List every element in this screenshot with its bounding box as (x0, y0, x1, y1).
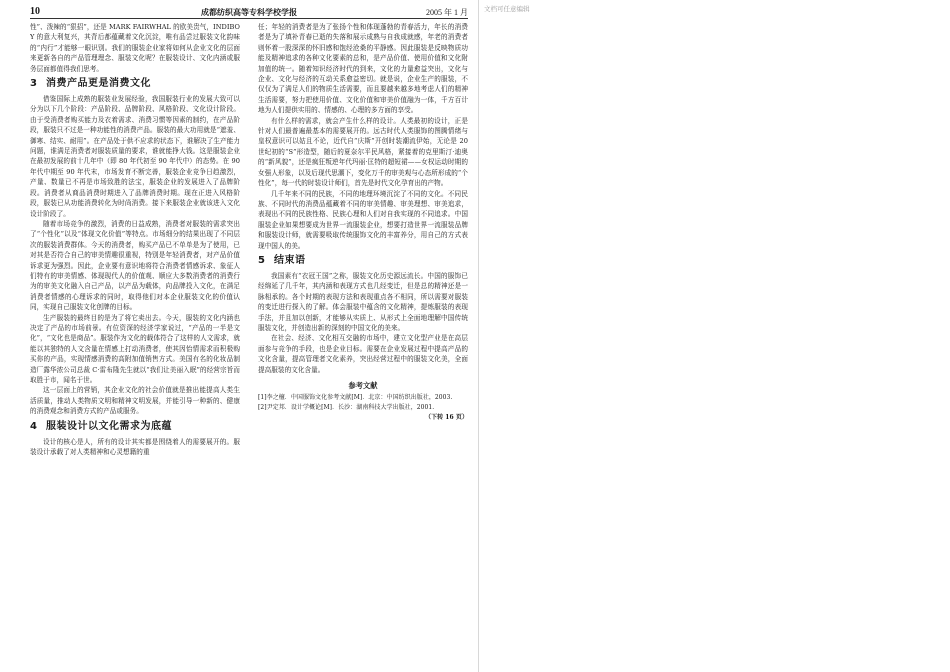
paragraph: 我国素有“衣冠王国”之称，服装文化历史源远流长。中国的服饰已经绵延了几千年，其内涵和表现方式也几经变迁，但是总的精神还是一脉相承的。各个时期的表现方法和表现重点各不相同，所以需要对服装的变迁进行探入的了解。体会服装中蕴含的文化精神，提炼服装的表现手法，并且加以创新，才能够从实质上、从形式上全面地理解中国传统服装文化，并创造出新的深刻的中国文化的美来。 (258, 271, 468, 332)
paragraph: 在社会、经济、文化相互交融的市场中，建立文化型产业是在高层面参与竞争的手段，也是企业目标。需要在企业发展过程中提高产品的文化含量，提高管理者文化素养，突出经营过程中的服装文化美，全面提高服装的文化含量。 (258, 334, 468, 374)
section-heading-3 (30, 77, 240, 91)
issue-date: 2005 年 1 月 (426, 8, 468, 17)
paragraph: 随着市场竞争的激烈，消费的日益成熟，消费者对服装的需求突出了“个性化”以及“体现文化价值”等特点。市场细分的结果出现了不同层次的服装消费群体。今天的消费者，购买产品已不单单是为了使用，已对其是否符合自己的审美情趣很重视，特别是年轻消费者，对产品价值诉求更为强烈。因此，企业要有意识地将符合消费者情感诉求、象征人们特有的审美情感、体现现代人的价值观、顺应大多数消费者的消费行为的审美文化融入自己产品，以产品为载体，向品牌投入文化，在满足消费者情感的心理诉求的同时，取得他们对本企业服装文化的价值认同，实现自己服装文化创牌的目标。 (30, 219, 240, 312)
section-number: 4 (30, 420, 38, 432)
paragraph: 生产服装的最终目的是为了将它卖出去。今天，服装的文化内涵也决定了产品的市场前景。有位资深的经济学家说过，“产品的一半是文化”，“文化也是商品”。服装作为文化的载体符合了这样的人文需求，就能以其独特的人文含量在情感上打动消费者，使其因怡情需求而积极购买你的产品，实现情感消费的高附加值销售方式。美国有名的化妆品制造厂露华浓公司总裁 C·雷布隆先生就以“我们让美丽入眠”的经营宗旨而取胜于市，闻名于世。 (30, 313, 240, 384)
reference-item: [2]尹定邦．设计学概论[M]．长沙：湖南科技大学出版社，2001. (258, 404, 435, 412)
page-number: 10 (30, 6, 40, 17)
section-title: 服装设计以文化需求为底蕴 (46, 420, 172, 432)
continued-note: （下转 16 页） (425, 414, 468, 422)
paragraph: 借鉴国际上成熟的服装业发展经验，我国服装行业的发展大致可以分为以下几个阶段：产品阶段、品牌阶段、风格阶段、文化设计阶段。由于受消费者购买能力及衣着需求、消费习惯等因素的制约，在产品阶段，服装只不过是一种功能性的消费产品。服装的最大功用就是“遮羞、御寒、结实、耐用”。在产品处于供不应求的状态下，谁解决了生产能力问题，谁满足消费者对服装质量的要求，谁就能挣大钱。这是服装企业在最初发展的前十几年中（即 80 年代初至 90 年代中）的态势。在 90 年代中期至 90 年代末，市场发育不断完善，服装企业竞争日趋激烈，产量、数量已不再是市场致胜的法宝，服装企业的发展进入了品牌阶段。消费者从商品消费时期进入了品牌消费时期。现在正进入风格阶段，服装已从功能消费转化为时尚消费。接下来服装企业就该进入文化设计阶段了。 (30, 95, 240, 218)
references-list (258, 393, 468, 412)
journal-title: 成都纺织高等专科学校学报 (201, 8, 297, 17)
paragraph: 性”、泼辣的“狠招”，还是 MARK FAIRWHAL 的欧美贵气，INDIBOY 的意大利复兴，其背后都蕴藏着文化沉淀，唯有品尝过服装文化韵味的“内行”才能够一眼识别。我们的服装企业家将如何从企业文化的层面来更新各自的产品管理理念、服装文化呢？在服装设计、文化内涵或服务层面都值得我们思考。 (30, 23, 240, 73)
section-heading-4 (30, 420, 240, 434)
watermark-note: 文档可任意编辑 (484, 5, 530, 13)
section-number: 3 (30, 78, 38, 90)
section-heading-5 (258, 254, 468, 268)
running-header (30, 4, 468, 19)
paragraph: 这一层面上的营销，其企业文化的社会价值就是推出能提高人类生活质量，推动人类物质文明和精神文明发展，并能引导一种新的、健康的消费观念和消费方式的产品或服务。 (30, 386, 240, 416)
references-title: 参考文献 (348, 381, 378, 390)
paragraph: 任；年轻的消费者是为了张扬个性和体现蓬勃的青春活力，年长的消费者是为了填补青春已逝的失落和展示成熟与自我成就感，年老的消费者则怀着一股深深的怀旧感和饱经沧桑的平静感。因此服装是反映物质功能及精神追求的各种文化要素的总和，是产品价值、使用价值和文化附加值的统一。随着知识经济时代的到来，文化的力量愈益突出，文化与企业、文化与经济的互动关系愈益密切。就是说，企业生产的服装，不仅仅为了满足人们的物质生活需要，而且要越来越多地考虑人们的精神生活需要，努力把使用价值、文化价值和审美价值融为一体，千方百计地为人们提供实用的、情感的、心理的多方面的享受。 (258, 23, 468, 115)
paragraph: 设计的核心是人，所有的设计其实都是围绕着人的需要展开的。服装设计承载了对人类精神和心灵想籍的重 (30, 437, 240, 457)
paragraph: 几千年来不同的民族，不同的地理环境沉淀了不同的文化。不同民族、不同时代的消费品蕴藏着不同的审美情趣、审美理想、审美追求，表现出不同的民族性格、民族心理和人们对自我实现的不同追求。中国服装企业如果想要成为世界一流服装企业，想要打造世界一流服装品牌和服装设计师，就需要吸取传统服饰文化的丰富养分，用自己的方式表现中国人的美。 (258, 189, 468, 250)
paragraph: 有什么样的需求，就会产生什么样的设计。人类最初的设计，正是针对人们最普遍最基本的需要展开的。远古时代人类服饰的图腾情绪与皇权意识可以姑且不论，近代自“庆斯”开创时装潮流伊始，无论是 20 世纪初的“S”形造型，随后的夏奈尔平民风格，紧接着的克里斯汀·迪奥的“新风貌”，还是疯狂叛逆年代玛丽·匡特的超短裙——女权运动时期的女强人形象，以及后现代思潮下，变化万千的审美观与心态所形成的“个性化”，每一代的时装设计师们，首先是时代文化孕育出的产物。 (258, 116, 468, 188)
reference-item: [1]李之檀．中国服饰文化参考文献[M]．北京：中国纺织出版社，2003. (258, 394, 453, 402)
right-column (258, 22, 468, 660)
section-title: 消费产品更是消费文化 (46, 78, 151, 90)
page-edge (478, 0, 479, 672)
left-column (30, 22, 240, 660)
section-number: 5 (258, 254, 266, 266)
section-title: 结束语 (274, 254, 306, 266)
